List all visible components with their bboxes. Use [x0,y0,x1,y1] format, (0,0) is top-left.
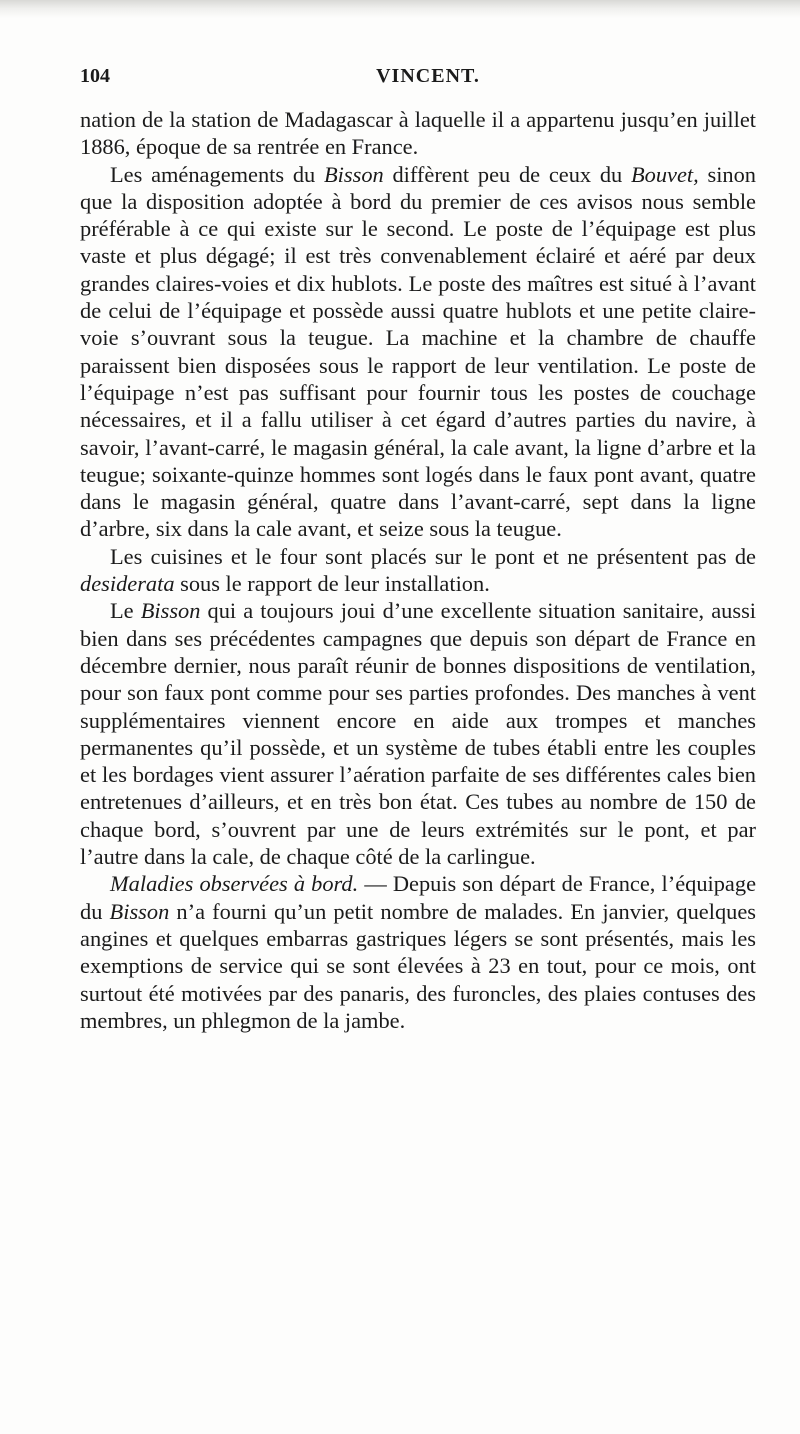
page-number: 104 [80,65,110,87]
paragraph [80,543,756,598]
text-segment: diffèrent peu de ceux du [383,161,631,187]
paragraph [80,161,756,543]
text-segment: sous le rapport de leur installation. [174,571,490,597]
text-segment: Le [110,598,141,624]
italic-term: desiderata [80,571,175,597]
paragraph [80,870,756,1034]
italic-ship-name: Bisson [324,161,384,187]
italic-ship-name: Bouvet, [630,161,699,187]
page-header [80,64,756,88]
text-segment: n’a fourni qu’un petit nombre de malades. En janvier, quelques angines et quelques embarras gastriques légers se sont présentés, mais les exemptions de service qui se sont élevées à 23 en tout, pour ce mois, ont surtout été motivées par des panaris, des furoncles, des plaies contuses des membres, un phlegmon de la jambe. [80,898,756,1033]
paragraph [80,106,756,161]
text-segment: sinon que la disposition adoptée à bord du premier de ces avisos nous semble préférable à ce qui existe sur le second. Le poste de l’équipage est plus vaste et plus dégagé; il est très convenablement éclairé et aéré par deux grandes claires-voies et dix hublots. Le poste des maîtres est situé à l’avant de celui de l’équipage et possède aussi quatre hublots et une petite claire-voie s’ouvrant sous la teugue. La machine et la chambre de chauffe paraissent bien disposées sous le rapport de leur ventilation. Le poste de l’équipage n’est pas suffisant pour fournir tous les postes de couchage nécessaires, et il a fallu utiliser à cet égard d’autres parties du navire, à savoir, l’avant-carré, le magasin général, la cale avant, la ligne d’arbre et la teugue; soixante-quinze hommes sont logés dans le faux pont avant, quatre dans le magasin général, quatre dans l’avant-carré, sept dans la ligne d’arbre, six dans la cale avant, et seize sous la teugue. [80,161,756,542]
italic-ship-name: Bisson [109,898,170,924]
text-segment: Les aménagements du [110,161,324,187]
italic-ship-name: Bisson [140,598,201,624]
text-segment: — Depuis son départ de France, l’équipage du [80,871,757,924]
text-segment: Les cuisines et le four sont placés sur le pont et ne présentent pas de [110,543,756,569]
body-text [80,106,756,1034]
paragraph [80,597,756,870]
running-head: VINCENT. [376,65,480,87]
italic-section-title: Maladies observées à bord. [110,871,359,897]
page-top-edge [0,0,800,18]
text-segment: qui a toujours joui d’une excellente situation sanitaire, aussi bien dans ses précédentes campagnes que depuis son départ de France en décembre dernier, nous paraît réunir de bonnes dispositions de ventilation, pour son faux pont comme pour ses parties profondes. Des manches à vent supplémentaires viennent encore en aide aux trompes et manches permanentes qu’il possède, et un système de tubes établi entre les couples et les bordages vient assurer l’aération parfaite de ses différentes cales bien entretenues d’ailleurs, et en très bon état. Ces tubes au nombre de 150 de chaque bord, s’ouvrent par une de leurs extrémités sur le pont, et par l’autre dans la cale, de chaque côté de la carlingue. [80,598,756,870]
text-segment: nation de la station de Madagascar à laquelle il a appartenu jusqu’en juillet 1886, époque de sa rentrée en France. [80,107,756,160]
